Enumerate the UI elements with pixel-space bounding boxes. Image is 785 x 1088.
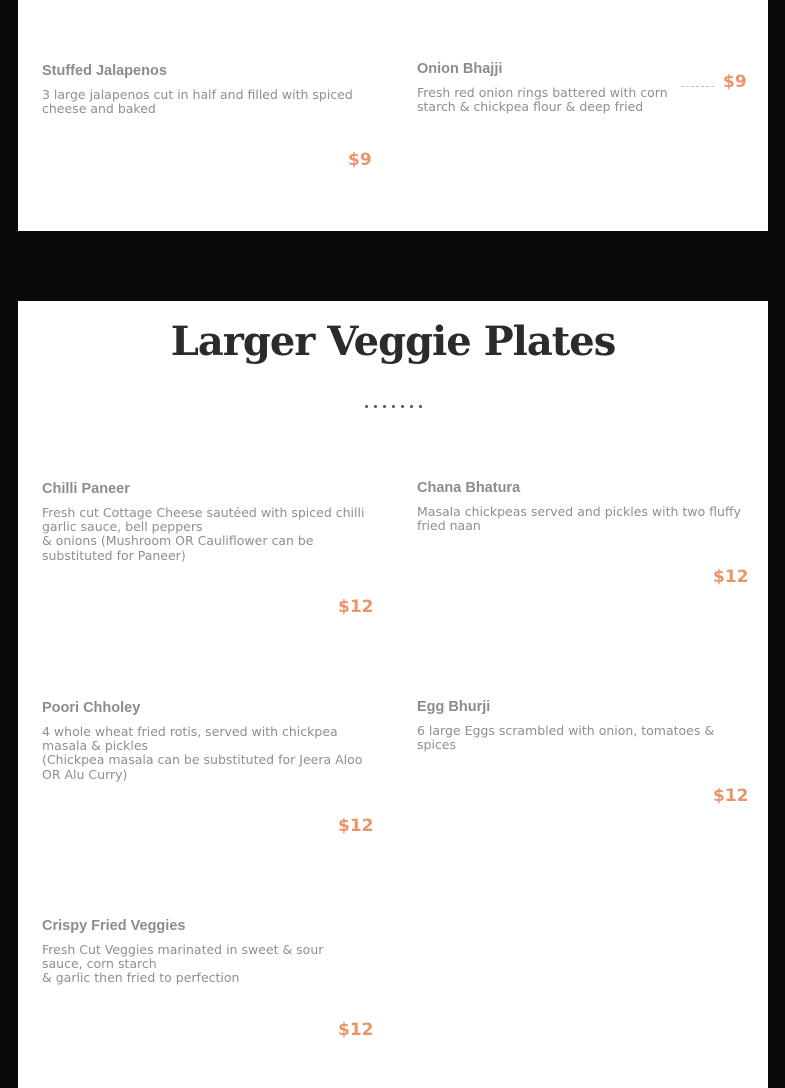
- menu-item-name: Stuffed Jalapenos: [42, 63, 167, 79]
- menu-item-price: $12: [338, 1020, 374, 1040]
- menu-item-description: Fresh cut Cottage Cheese sautéed with spiced chilli garlic sauce, bell peppers & onions (Mushroom OR Cauliflower can be substituted for Paneer): [42, 505, 365, 563]
- menu-item-price: $12: [713, 786, 749, 806]
- menu-item-egg-bhurji[interactable]: [417, 699, 717, 752]
- menu-item-description: 6 large Eggs scrambled with onion, tomatoes & spices: [417, 723, 715, 753]
- menu-item-onion-bhajji[interactable]: [417, 61, 679, 114]
- menu-item-poori-chholey[interactable]: [42, 700, 367, 782]
- menu-section-previous: [18, 0, 768, 231]
- menu-item-name: Chana Bhatura: [417, 480, 521, 496]
- menu-item-name: Poori Chholey: [42, 700, 141, 716]
- menu-item-description: 3 large jalapenos cut in half and filled with spiced cheese and baked: [42, 87, 353, 117]
- menu-item-description: 4 whole wheat fried rotis, served with chickpea masala & pickles (Chickpea masala can be substituted for Jeera Aloo OR Alu Curry): [42, 724, 363, 782]
- menu-section-larger-veggie-plates: [18, 301, 768, 1088]
- menu-item-name: Chilli Paneer: [42, 481, 130, 497]
- menu-item-description: Masala chickpeas served and pickles with two fluffy fried naan: [417, 504, 741, 534]
- menu-item-name: Crispy Fried Veggies: [42, 918, 186, 934]
- menu-item-description: Fresh red onion rings battered with corn starch & chickpea flour & deep fried: [417, 85, 668, 115]
- menu-item-stuffed-jalapenos[interactable]: [42, 63, 362, 116]
- menu-item-name: Egg Bhurji: [417, 699, 491, 715]
- menu-item-price: $9: [723, 72, 747, 92]
- menu-item-chana-bhatura[interactable]: [417, 480, 745, 533]
- menu-item-chilli-paneer[interactable]: [42, 481, 367, 563]
- section-title: Larger Veggie Plates: [170, 318, 616, 365]
- menu-item-price: $12: [713, 567, 749, 587]
- menu-item-crispy-fried-veggies[interactable]: [42, 918, 342, 986]
- menu-item-price: $12: [338, 597, 374, 617]
- price-leader-dots: [681, 86, 714, 87]
- title-divider-dots: [18, 395, 768, 413]
- menu-item-price: $9: [348, 150, 372, 170]
- menu-item-description: Fresh Cut Veggies marinated in sweet & sour sauce, corn starch & garlic then fried to perfection: [42, 942, 324, 986]
- menu-item-name: Onion Bhajji: [417, 61, 503, 77]
- menu-item-price: $12: [338, 816, 374, 836]
